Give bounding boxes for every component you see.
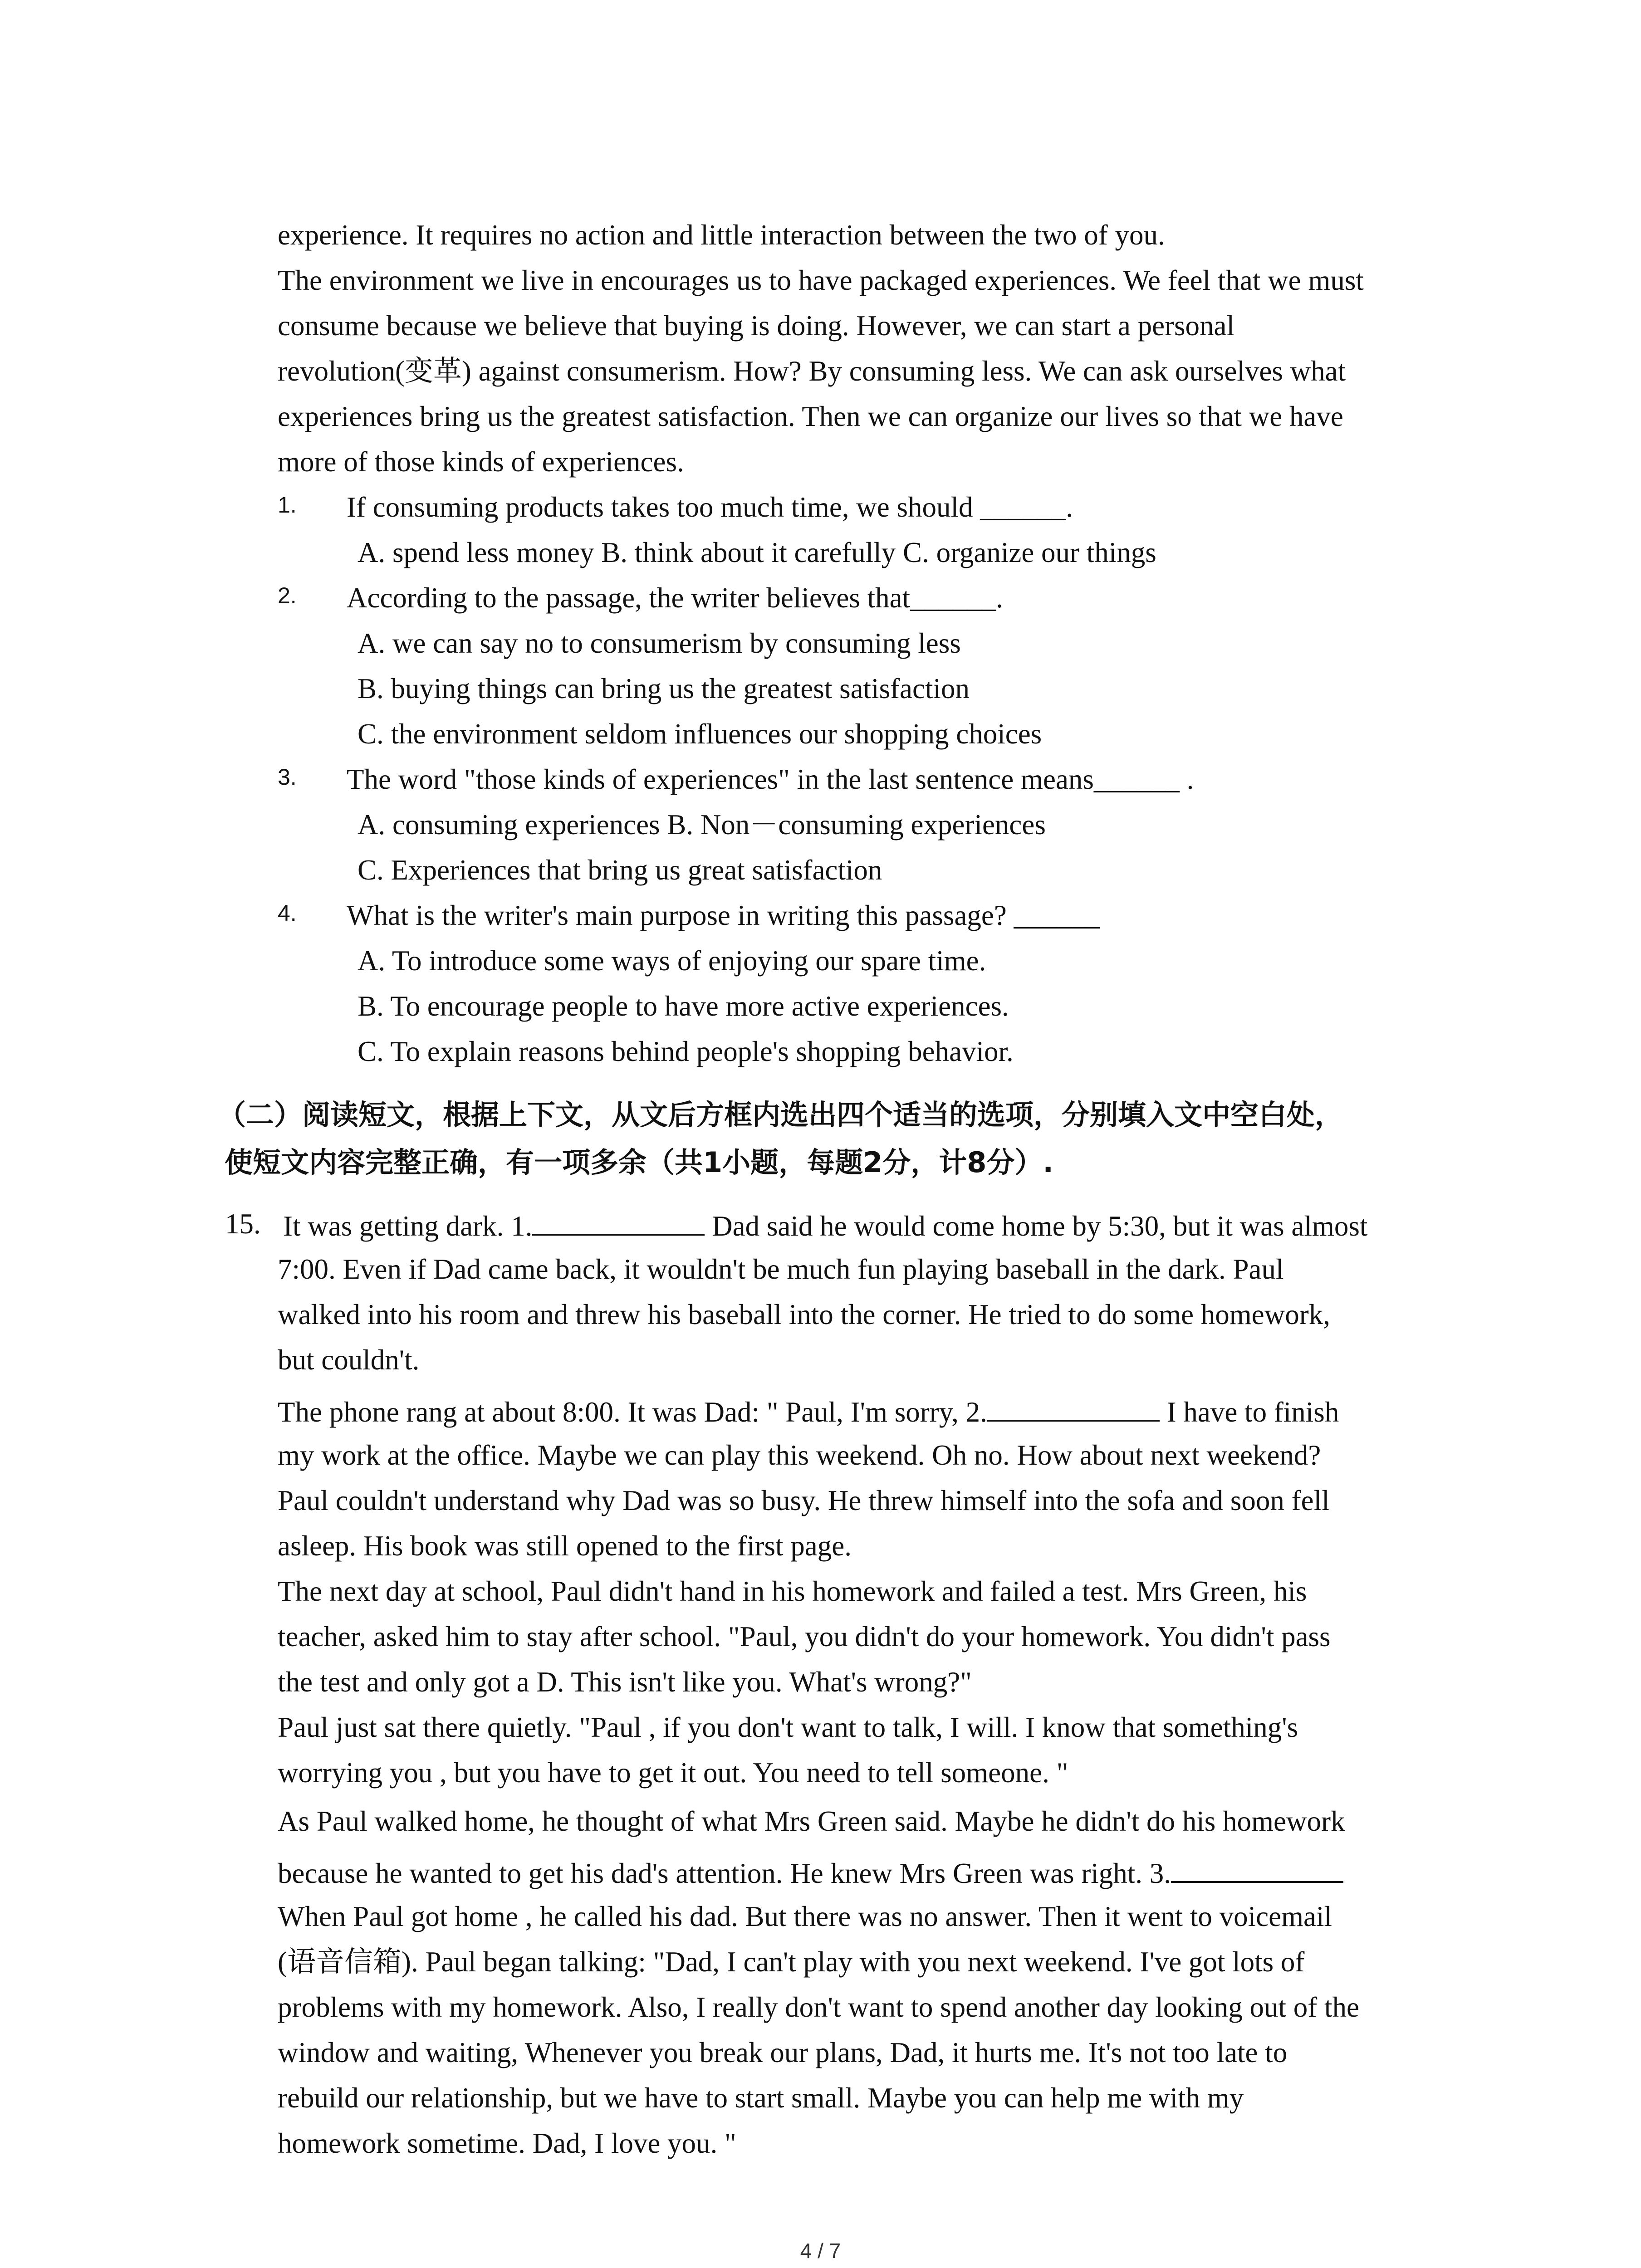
blank-1[interactable] (532, 1206, 705, 1236)
passage-line: walked into his room and threw his baseball into the corner. He tried to do some homework, (278, 1299, 1330, 1330)
passage-line: The next day at school, Paul didn't hand in his homework and failed a test. Mrs Green, his (278, 1575, 1307, 1607)
passage-line: When Paul got home , he called his dad. But there was no answer. Then it went to voicemail (278, 1901, 1332, 1932)
passage-line: The phone rang at about 8:00. It was Dad: " Paul, I'm sorry, 2. I have to finish (278, 1392, 1339, 1430)
passage-line: problems with my homework. Also, I really don't want to spend another day looking out of the (278, 1991, 1359, 2023)
answer-option: A. To introduce some ways of enjoying our spare time. (358, 945, 986, 977)
answer-option: B. To encourage people to have more active experiences. (358, 990, 1009, 1022)
page-number: 4 / 7 (800, 2239, 841, 2263)
passage-line: teacher, asked him to stay after school. "Paul, you didn't do your homework. You didn't pass (278, 1621, 1331, 1652)
question-text: According to the passage, the writer believes that______. (347, 582, 1003, 614)
blank-3[interactable] (1171, 1853, 1343, 1883)
answer-option: A. we can say no to consumerism by consuming less (358, 627, 961, 659)
answer-option: A. consuming experiences B. Non－consuming experiences (358, 809, 1046, 841)
section-heading: （二）阅读短文，根据上下文，从文后方框内选出四个适当的选项，分别填入文中空白处， (218, 1098, 1343, 1131)
passage-line: experiences bring us the greatest satisfaction. Then we can organize our lives so that we have (278, 401, 1343, 432)
passage-line: revolution(变革) against consumerism. How? By consuming less. We can ask ourselves what (278, 355, 1346, 387)
passage-line: (语音信箱). Paul began talking: "Dad, I can't play with you next weekend. I've got lots of (278, 1946, 1305, 1978)
passage-line: It was getting dark. 1. Dad said he would come home by 5:30, but it was almost (283, 1206, 1367, 1244)
passage-line: worrying you , but you have to get it out. You need to tell someone. " (278, 1757, 1068, 1789)
passage-line: because he wanted to get his dad's attention. He knew Mrs Green was right. 3. (278, 1853, 1343, 1892)
passage-line: my work at the office. Maybe we can play this weekend. Oh no. How about next weekend? (278, 1439, 1321, 1471)
passage-line: 7:00. Even if Dad came back, it wouldn't be much fun playing baseball in the dark. Paul (278, 1253, 1284, 1285)
passage-line: more of those kinds of experiences. (278, 446, 684, 478)
passage-line: rebuild our relationship, but we have to start small. Maybe you can help me with my (278, 2082, 1244, 2114)
passage-line: The environment we live in encourages us to have packaged experiences. We feel that we must (278, 264, 1364, 296)
answer-option: A. spend less money B. think about it carefully C. organize our things (358, 537, 1156, 568)
question-number: 2. (278, 583, 297, 608)
passage-line: but couldn't. (278, 1344, 420, 1376)
question-number: 15. (225, 1208, 261, 1240)
question-text: What is the writer's main purpose in writing this passage? ______ (347, 899, 1100, 931)
passage-line: Paul just sat there quietly. "Paul , if you don't want to talk, I will. I know that something's (278, 1711, 1298, 1743)
passage-line: window and waiting, Whenever you break our plans, Dad, it hurts me. It's not too late to (278, 2037, 1288, 2068)
section-heading: 使短文内容完整正确，有一项多余（共1小题，每题2分，计8分）. (225, 1146, 1053, 1179)
passage-line: homework sometime. Dad, I love you. " (278, 2127, 736, 2159)
passage-line: consume because we believe that buying is doing. However, we can start a personal (278, 310, 1235, 342)
question-text: The word "those kinds of experiences" in the last sentence means______ . (347, 763, 1194, 795)
passage-line: As Paul walked home, he thought of what Mrs Green said. Maybe he didn't do his homework (278, 1805, 1345, 1837)
passage-line: Paul couldn't understand why Dad was so busy. He threw himself into the sofa and soon fell (278, 1485, 1330, 1516)
answer-option: C. the environment seldom influences our shopping choices (358, 718, 1042, 750)
question-number: 3. (278, 764, 297, 790)
answer-option: C. To explain reasons behind people's shopping behavior. (358, 1036, 1014, 1067)
passage-line: asleep. His book was still opened to the first page. (278, 1530, 852, 1562)
question-number: 1. (278, 492, 297, 518)
question-text: If consuming products takes too much time, we should ______. (347, 491, 1073, 523)
question-number: 4. (278, 900, 297, 926)
answer-option: C. Experiences that bring us great satisfaction (358, 854, 882, 886)
answer-option: B. buying things can bring us the greatest satisfaction (358, 673, 970, 704)
passage-line: experience. It requires no action and little interaction between the two of you. (278, 219, 1165, 251)
passage-line: the test and only got a D. This isn't like you. What's wrong?" (278, 1666, 972, 1698)
blank-2[interactable] (987, 1392, 1160, 1422)
